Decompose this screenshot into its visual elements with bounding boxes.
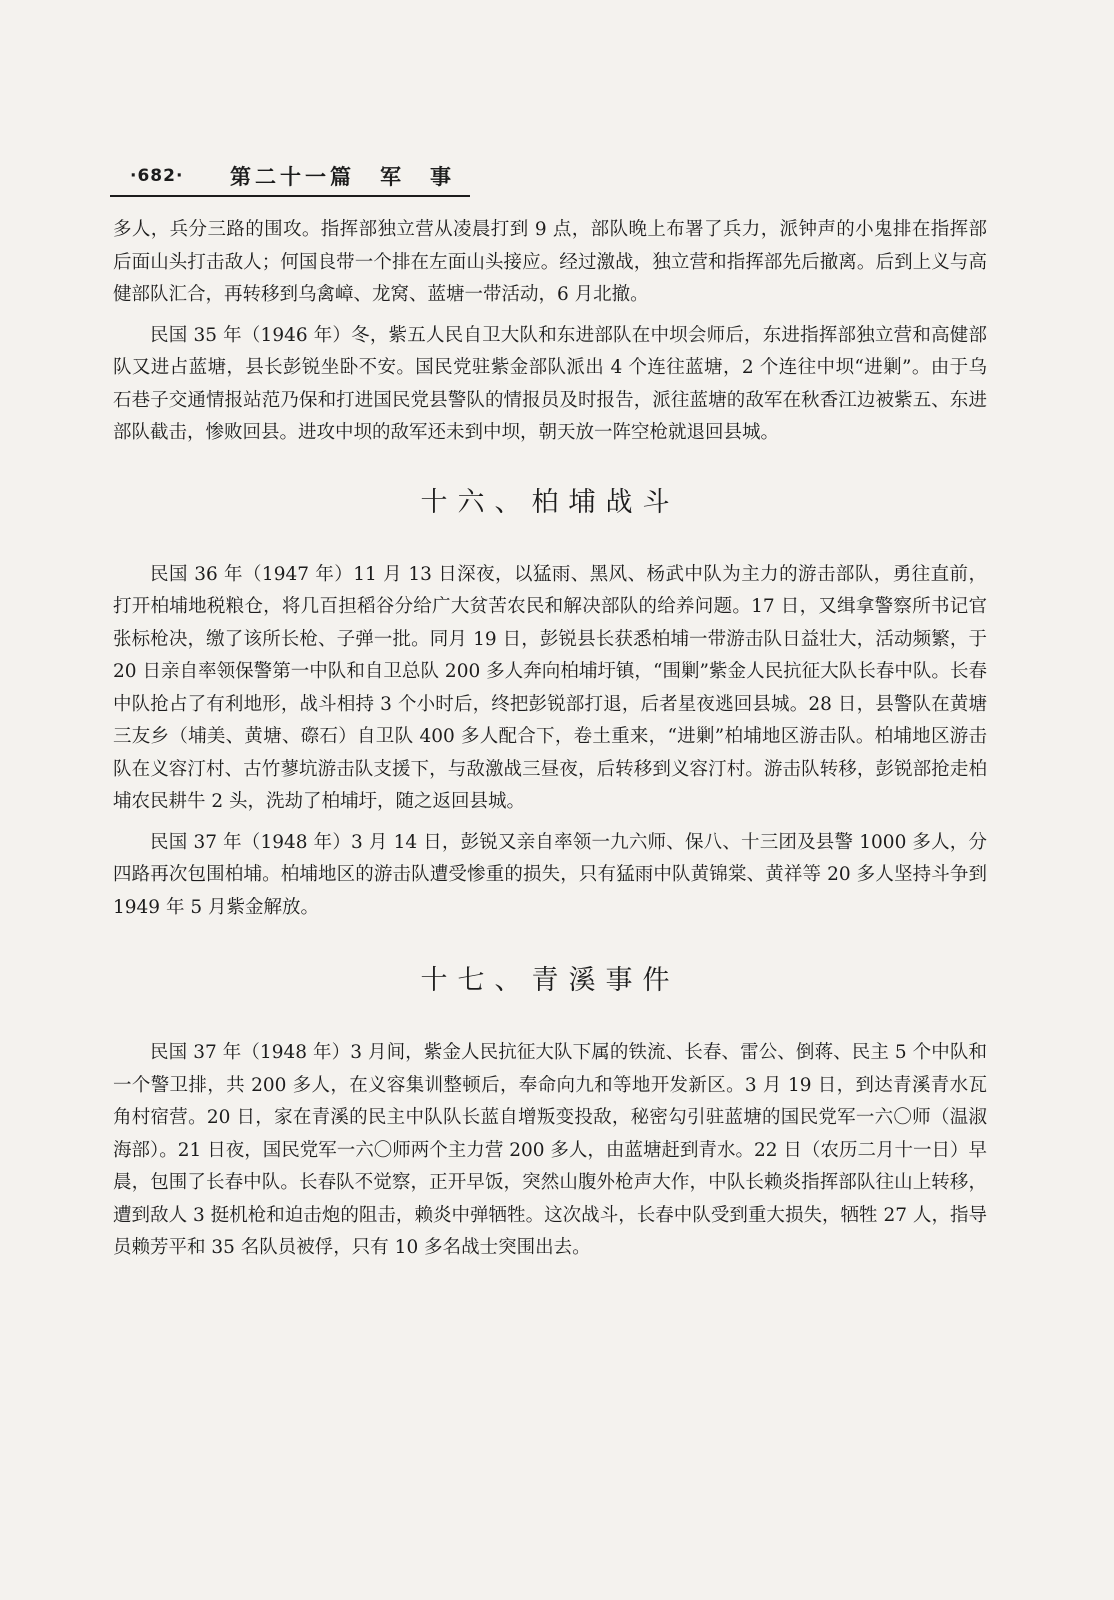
header-rule [110, 195, 470, 197]
section-heading-17: 十七、青溪事件 [420, 965, 680, 996]
paragraph-continued: 多人，兵分三路的围攻。指挥部独立营从凌晨打到 9 点，部队晚上布署了兵力，派钟声的小鬼排在指挥部后面山头打击敌人；何国良带一个排在左面山头接应。经过激战，独立营和指挥部先后撤离。后到上义与高健部队汇合，再转移到乌禽嶂、龙窝、蓝塘一带活动，6 月北撤。 [113, 219, 987, 305]
section-title: 第二十一篇 军 事 [230, 165, 455, 189]
section-heading-16: 十六、柏埔战斗 [420, 486, 680, 518]
paragraph: 民国 35 年（1946 年）冬，紫五人民自卫大队和东进部队在中坝会师后，东进指挥部独立营和高健部队又进占蓝塘，县长彭锐坐卧不安。国民党驻紫金部队派出 4 个连往蓝塘，2 个连往中坝“进剿”。由于乌石巷子交通情报站范乃保和打进国民党县警队的情报员及时报告，派往蓝塘的敌军在秋香江边被紫五、东进部队截击，惨败回县。进攻中坝的敌军还未到中坝，朝天放一阵空枪就退回县城。 [113, 324, 987, 443]
paragraph: 民国 36 年（1947 年）11 月 13 日深夜，以猛雨、黑风、杨武中队为主力的游击部队，勇往直前，打开柏埔地税粮仓，将几百担稻谷分给广大贫苦农民和解决部队的给养问题。17 日，又缉拿警察所书记官张标枪决，缴了该所长枪、子弹一批。同月 19 日，彭锐县长获悉柏埔一带游击队日益壮大，活动频繁，于 20 日亲自率领保警第一中队和自卫总队 200 多人奔向柏埔圩镇，“围剿”紫金人民抗征大队长春中队。长春中队抢占了有利地形，战斗相持 3 个小时后，终把彭锐部打退，后者星夜逃回县城。28 日，县警队在黄塘三友乡（埔美、黄塘、磜石）自卫队 400 多人配合下，卷土重来，“进剿”柏埔地区游击队。柏埔地区游击队在义容汀村、古竹蓼坑游击队支援下，与敌激战三昼夜，后转移到义容汀村。游击队转移，彭锐部抢走柏埔农民耕牛 2 头，洗劫了柏埔圩，随之返回县城。 [113, 563, 987, 812]
paragraph: 民国 37 年（1948 年）3 月 14 日，彭锐又亲自率领一九六师、保八、十三团及县警 1000 多人，分四路再次包围柏埔。柏埔地区的游击队遭受惨重的损失，只有猛雨中队黄锦棠、黄祥等 20 多人坚持斗争到 1949 年 5 月紫金解放。 [113, 831, 987, 918]
paragraph: 民国 37 年（1948 年）3 月间，紫金人民抗征大队下属的铁流、长春、雷公、倒蒋、民主 5 个中队和一个警卫排，共 200 多人，在义容集训整顿后，奉命向九和等地开发新区。3 月 19 日，到达青溪青水瓦角村宿营。20 日，家在青溪的民主中队队长蓝自增叛变投敌，秘密勾引驻蓝塘的国民党军一六〇师（温淑海部）。21 日夜，国民党军一六〇师两个主力营 200 多人，由蓝塘赶到青水。22 日（农历二月十一日）早晨，包围了长春中队。长春队不觉察，正开早饭，突然山腹外枪声大作，中队长赖炎指挥部队往山上转移，遭到敌人 3 挺机枪和迫击炮的阻击，赖炎中弹牺牲。这次战斗，长春中队受到重大损失，牺牲 27 人，指导员赖芳平和 35 名队员被俘，只有 10 多名战士突围出去。 [113, 1042, 987, 1258]
page-header [110, 158, 470, 198]
page-body [113, 214, 987, 1265]
page-number: ·682· [130, 166, 184, 186]
